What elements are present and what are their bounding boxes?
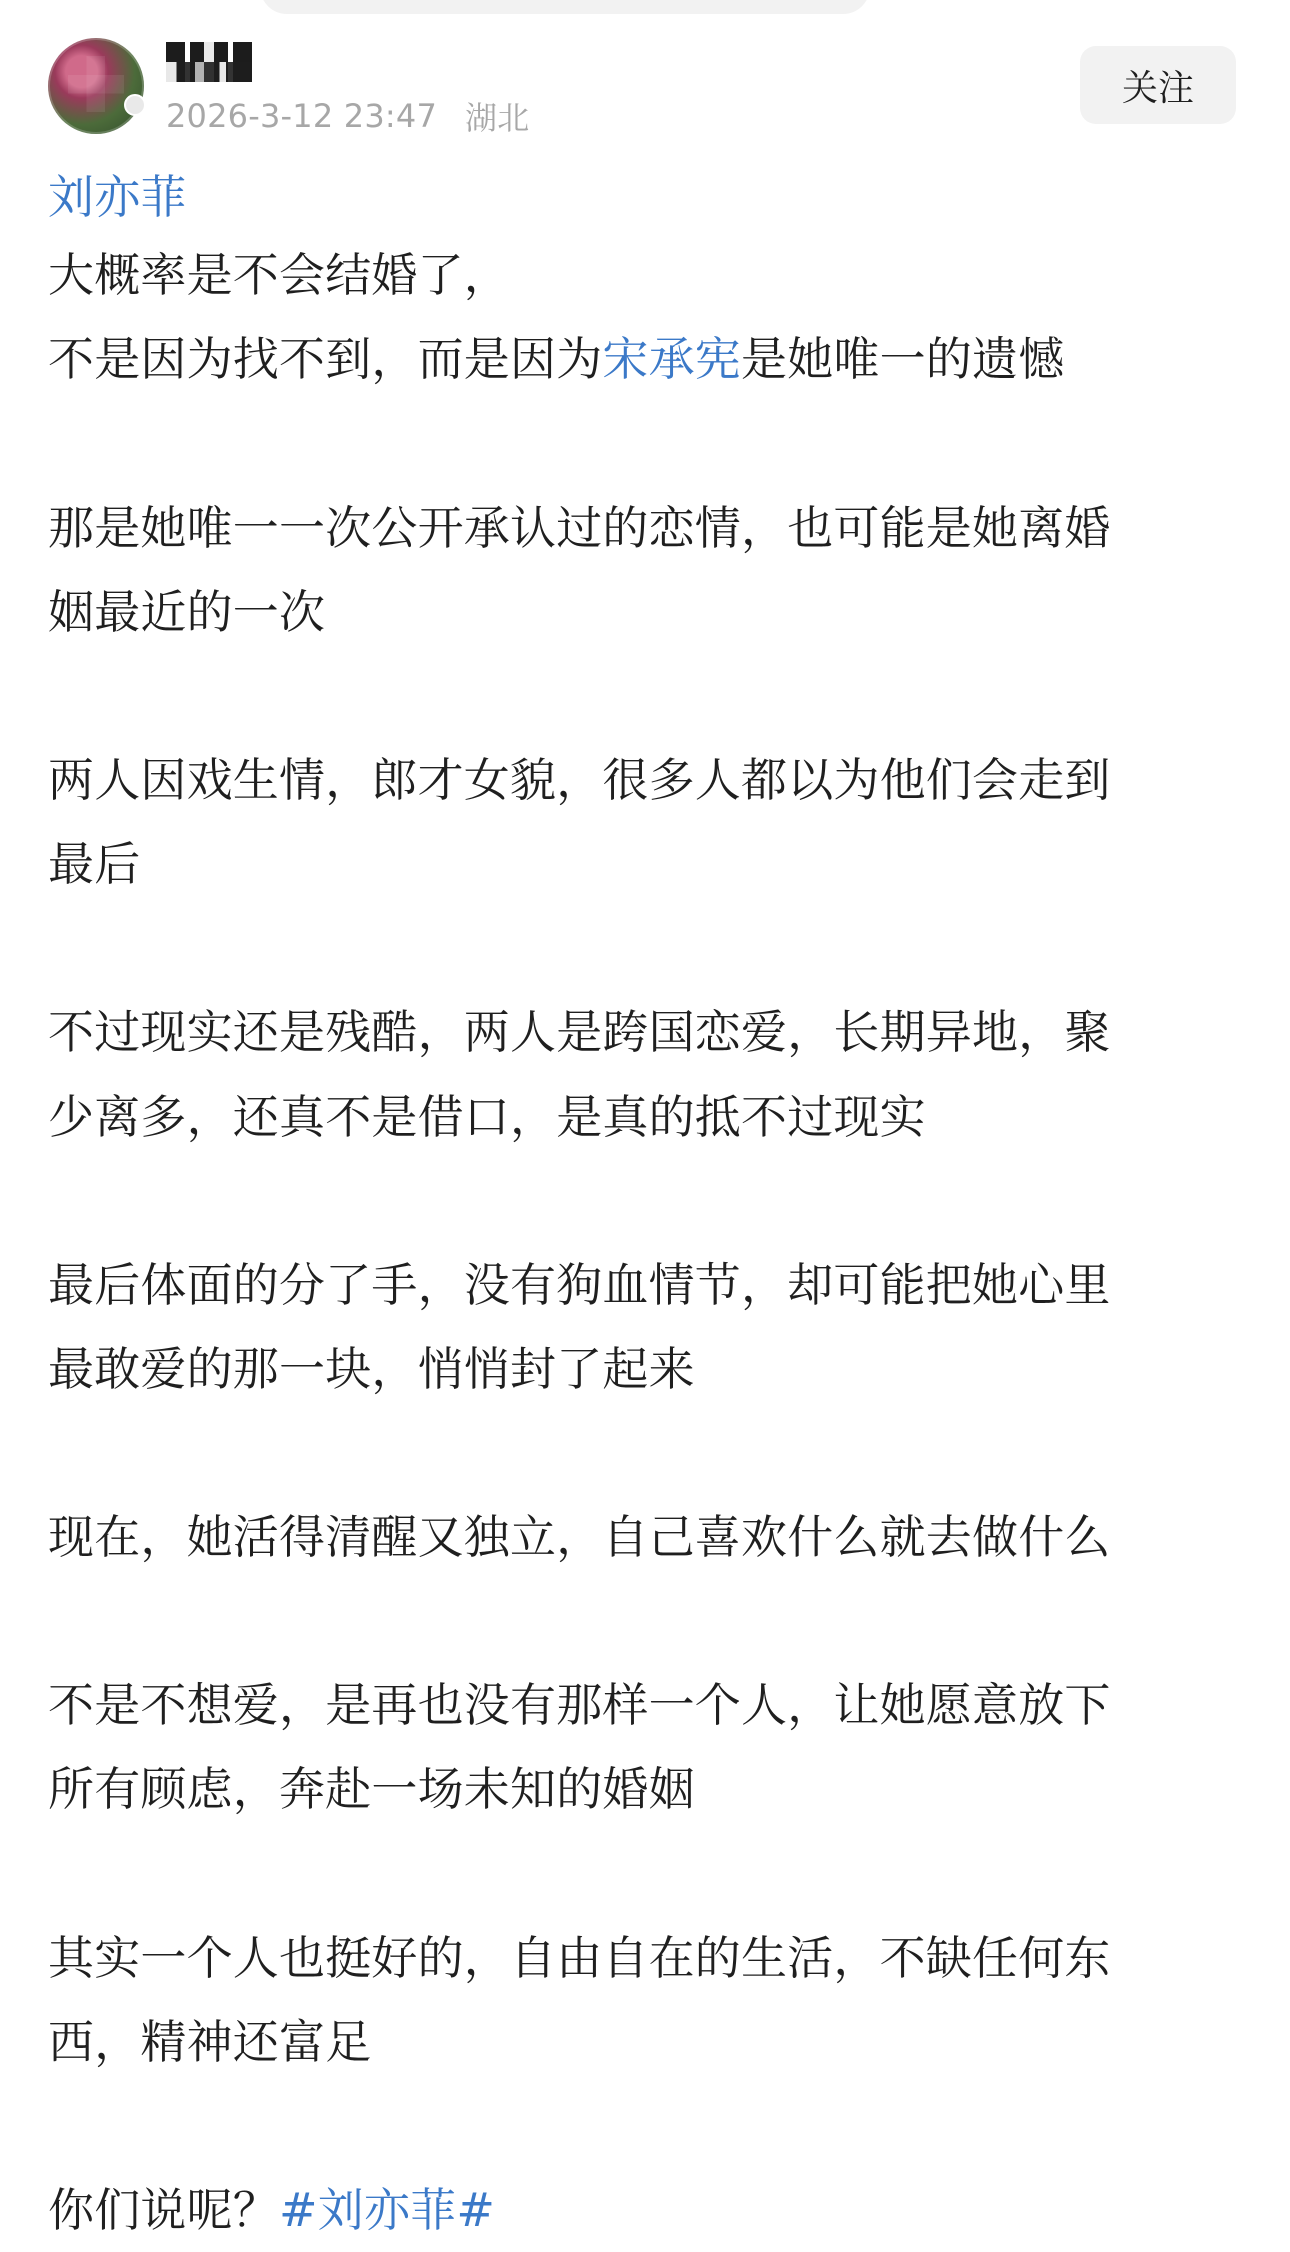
- paragraph-8: [48, 1916, 1248, 2084]
- para-2-line-2: 姻最近的一次: [48, 584, 326, 639]
- para-9-line-1: [48, 2168, 1248, 2252]
- post-content: [48, 160, 1248, 2252]
- follow-button[interactable]: 关注: [1080, 46, 1236, 124]
- para-5-line-2: 最敢爱的那一块，悄悄封了起来: [48, 1341, 695, 1396]
- paragraph-4: [48, 990, 1248, 1158]
- spacer: [48, 654, 1248, 738]
- paragraph-9: [48, 2168, 1248, 2252]
- badge-icon: [124, 94, 146, 116]
- spacer: [48, 1411, 1248, 1495]
- paragraph-5: [48, 1243, 1248, 1411]
- spacer: [48, 1159, 1248, 1243]
- para-2-line-1: 那是她唯一一次公开承认过的恋情，也可能是她离婚: [48, 500, 1111, 555]
- para-3-line-2: 最后: [48, 837, 141, 892]
- para-7-line-2: 所有顾虑，奔赴一场未知的婚姻: [48, 1762, 695, 1817]
- spacer: [48, 2084, 1248, 2168]
- paragraph-3: [48, 738, 1248, 906]
- closing-question: 你们说呢？: [48, 2182, 279, 2237]
- paragraph-7: [48, 1663, 1248, 1831]
- para-4-line-2: 少离多，还真不是借口，是真的抵不过现实: [48, 1089, 926, 1144]
- paragraph-6: [48, 1495, 1248, 1579]
- hashtag-link[interactable]: #刘亦菲#: [279, 2182, 496, 2237]
- line-2-prefix: 不是因为找不到，而是因为: [48, 332, 603, 387]
- spacer: [48, 906, 1248, 990]
- para-8-line-2: 西，精神还富足: [48, 2014, 372, 2069]
- post-location: 湖北: [465, 99, 530, 137]
- spacer: [48, 1579, 1248, 1663]
- line-2-suffix: 是她唯一的遗憾: [741, 332, 1065, 387]
- topic-tag[interactable]: 刘亦菲: [48, 170, 187, 224]
- para-4-line-1: 不过现实还是残酷，两人是跨国恋爱，长期异地，聚: [48, 1005, 1111, 1060]
- para-7-line-1: 不是不想爱，是再也没有那样一个人，让她愿意放下: [48, 1678, 1111, 1733]
- para-5-line-1: 最后体面的分了手，没有狗血情节，却可能把她心里: [48, 1257, 1111, 1312]
- spacer: [48, 402, 1248, 486]
- para-3-line-1: 两人因戏生情，郎才女貌，很多人都以为他们会走到: [48, 752, 1111, 807]
- spacer: [48, 1832, 1248, 1916]
- paragraph-1: [48, 233, 1248, 401]
- para-8-line-1: 其实一个人也挺好的，自由自在的生活，不缺任何东: [48, 1930, 1111, 1985]
- para-6-line-1: 现在，她活得清醒又独立，自己喜欢什么就去做什么: [48, 1510, 1111, 1565]
- post-timestamp: 2026-3-12 23:47: [166, 97, 437, 135]
- line-2: [48, 317, 1248, 401]
- post-header: [0, 0, 1290, 160]
- username-redacted[interactable]: [166, 42, 252, 82]
- avatar[interactable]: [48, 38, 144, 134]
- paragraph-2: [48, 486, 1248, 654]
- mention-link[interactable]: 宋承宪: [602, 332, 742, 387]
- post-meta: [166, 96, 529, 136]
- line-1: 大概率是不会结婚了，: [48, 248, 510, 303]
